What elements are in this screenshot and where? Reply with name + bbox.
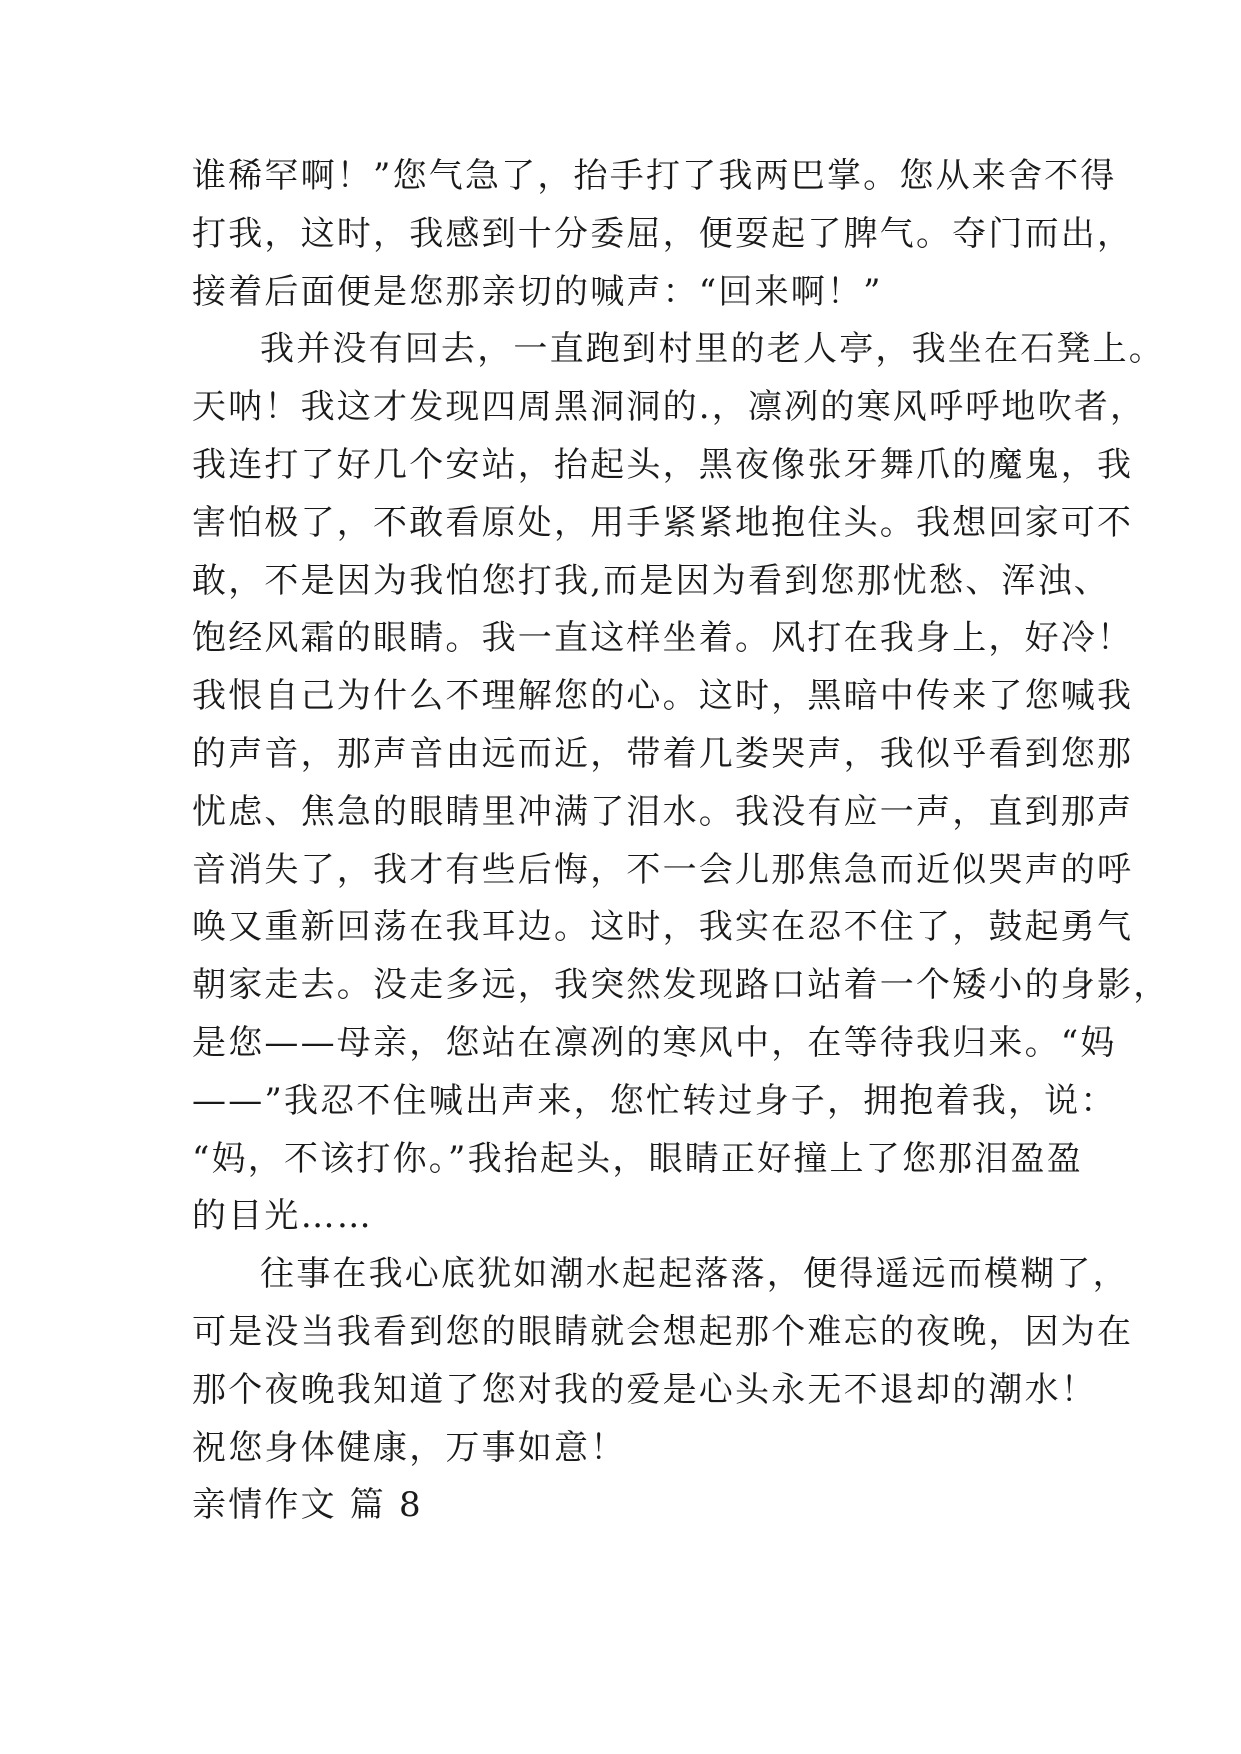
text-line: “妈，不该打你。”我抬起头，眼睛正好撞上了您那泪盈盈 (192, 1138, 1083, 1179)
text-line: 谁稀罕啊！”您气急了，抬手打了我两巴掌。您从来舍不得 (192, 156, 1117, 196)
text-line: 唤又重新回荡在我耳边。这时，我实在忍不住了，鼓起勇气 (192, 907, 1134, 948)
text-line: 那个夜晚我知道了您对我的爱是心头永无不退却的潮水！ (192, 1369, 1097, 1410)
text-line: 我连打了好几个安站，抬起头，黑夜像张牙舞爪的魔鬼，我 (192, 444, 1134, 485)
text-line: 忧虑、焦急的眼睛里冲满了泪水。我没有应一声，直到那声 (192, 791, 1134, 832)
text-line: 可是没当我看到您的眼睛就会想起那个难忘的夜晚，因为在 (192, 1311, 1134, 1352)
text-line: 打我，这时，我感到十分委屈，便耍起了脾气。夺门而出， (192, 213, 1134, 254)
text-line: 音消失了，我才有些后悔，不一会儿那焦急而近似哭声的呼 (192, 849, 1134, 890)
closing-line: 祝您身体健康，万事如意！ (192, 1427, 627, 1468)
text-line: 朝家走去。没走多远，我突然发现路口站着一个矮小的身影， (192, 965, 1170, 1006)
document-body (192, 148, 1170, 1535)
paragraph-start-line: 我并没有回去，一直跑到村里的老人亭，我坐在石凳上。 (260, 329, 1165, 370)
text-line: 接着后面便是您那亲切的喊声：“回来啊！” (192, 271, 883, 312)
text-line: ——”我忍不住喊出声来，您忙转过身子，拥抱着我，说： (192, 1080, 1117, 1121)
text-line: 是您——母亲，您站在凛冽的寒风中，在等待我归来。“妈 (192, 1022, 1117, 1063)
section-heading: 亲情作文 篇 8 (192, 1485, 423, 1526)
text-line: 敢，不是因为我怕您打我,而是因为看到您那忧愁、浑浊、 (192, 560, 1111, 601)
paragraph-start-line: 往事在我心底犹如潮水起起落落，便得遥远而模糊了， (260, 1254, 1129, 1295)
text-line: 的声音，那声音由远而近，带着几娄哭声，我似乎看到您那 (192, 733, 1134, 774)
text-line: 天呐！我这才发现四周黑洞洞的.，凛冽的寒风呼呼地吹者， (192, 387, 1147, 428)
text-line: 的目光…… (192, 1196, 373, 1237)
text-line: 害怕极了，不敢看原处，用手紧紧地抱住头。我想回家可不 (192, 502, 1134, 543)
text-line: 饱经风霜的眼睛。我一直这样坐着。风打在我身上，好冷！ (192, 618, 1134, 659)
text-line: 我恨自己为什么不理解您的心。这时，黑暗中传来了您喊我 (192, 676, 1134, 717)
